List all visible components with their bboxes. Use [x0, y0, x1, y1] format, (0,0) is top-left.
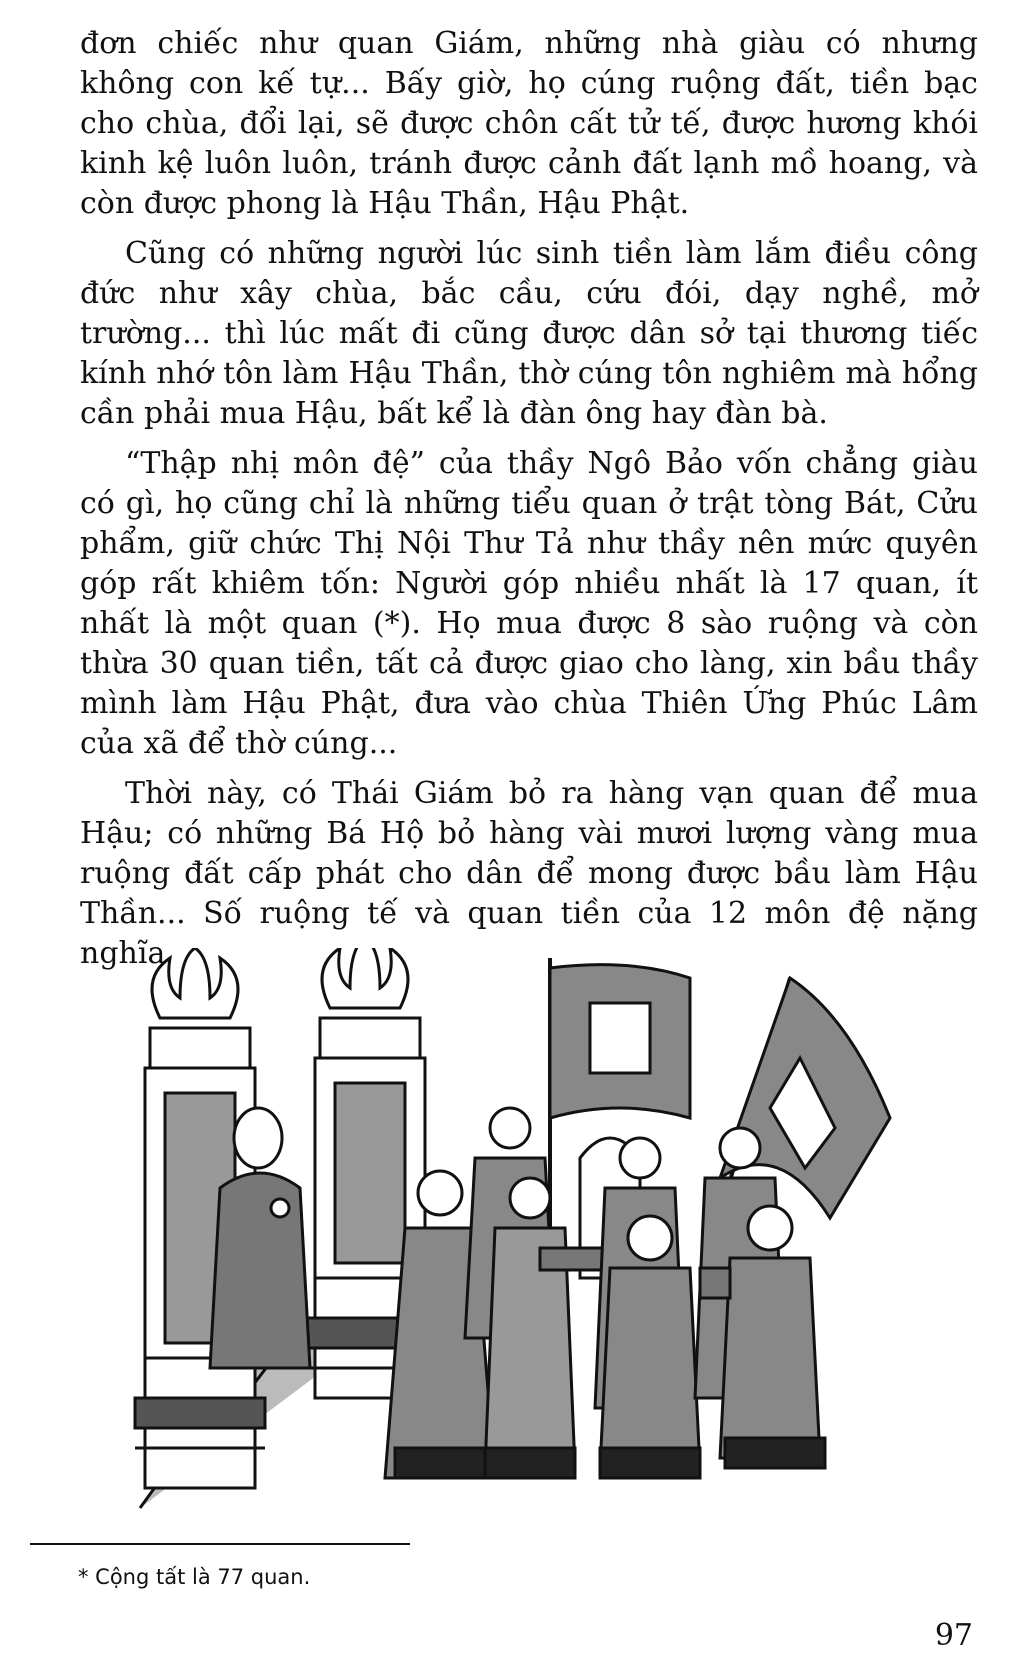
- watermark: [690, 1470, 990, 1580]
- paragraph-4: Thời này, có Thái Giám bỏ ra hàng vạn quan để mua Hậu; có những Bá Hộ bỏ hàng vài mươi lượng vàng mua ruộng đất cấp phát cho dân để mong được bầu làm Hậu Thần... Số ruộng tế và quan tiền của 12 môn đệ nặng nghĩa: [80, 776, 978, 971]
- footnote-divider: [30, 1543, 410, 1545]
- paragraph-1: đơn chiếc như quan Giám, những nhà giàu có nhưng không con kế tự... Bấy giờ, họ cúng ruộng đất, tiền bạc cho chùa, đổi lại, sẽ được chôn cất tử tế, được hương khói kinh kệ luôn luôn, tránh được cảnh đất lạnh mồ hoang, và còn được phong là Hậu Thần, Hậu Phật.: [80, 26, 978, 221]
- page-number: 97: [934, 1618, 973, 1653]
- paragraph-2: Cũng có những người lúc sinh tiền làm lắm điều công đức như xây chùa, bắc cầu, cứu đói, dạy nghề, mở trường... thì lúc mất đi cũng được dân sở tại thương tiếc kính nhớ tôn làm Hậu Thần, thờ cúng tôn nghiêm mà hổng cần phải mua Hậu, bất kể là đàn ông hay đàn bà.: [80, 236, 978, 431]
- paragraph-3: “Thập nhị môn đệ” của thầy Ngô Bảo vốn chẳng giàu có gì, họ cũng chỉ là những tiểu quan ở trật tòng Bát, Cửu phẩm, giữ chức Thị Nội Thư Tả như thầy nên mức quyên góp rất khiêm tốn: Người góp nhiều nhất là 17 quan, ít nhất là một quan (*). Họ mua được 8 sào ruộng và còn thừa 30 quan tiền, tất cả được giao cho làng, xin bầu thầy mình làm Hậu Phật, đưa vào chùa Thiên Ứng Phúc Lâm của xã để thờ cúng...: [80, 446, 978, 761]
- temple-procession-illustration: [120, 948, 980, 1520]
- body-text: [80, 24, 978, 984]
- footnote: * Cộng tất là 77 quan.: [78, 1565, 311, 1589]
